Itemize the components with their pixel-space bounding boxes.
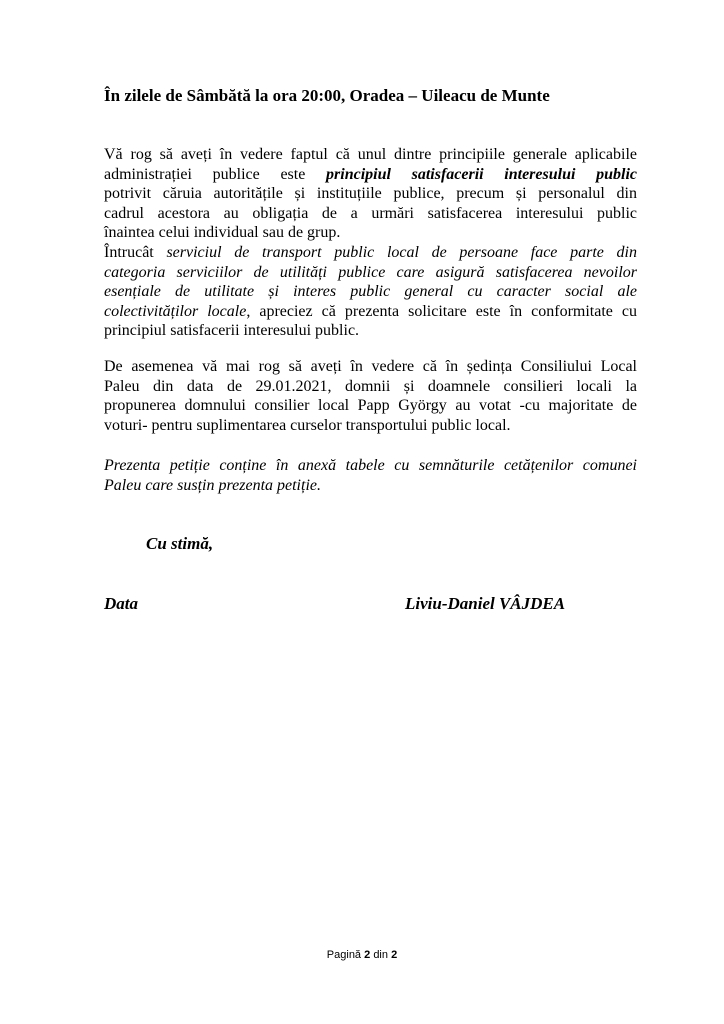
paragraph-council-meeting [104, 357, 637, 435]
footer-total-pages: 2 [391, 949, 398, 961]
p3-line-1: De asemenea vă mai rog să aveți în vedere că în ședința Consiliului Local [104, 358, 637, 375]
signer-name: Liviu-Daniel VÂJDEA [405, 594, 566, 613]
p4-line-1: Prezenta petiție conține în anexă tabele cu semnăturile cetățenilor comunei [104, 457, 637, 474]
footer-current-page: 2 [364, 949, 371, 961]
p2-line-2 [104, 263, 637, 283]
paragraph-transport-service [104, 243, 637, 341]
p2-line-4-rest: , apreciez că prezenta solicitare este în conformitate cu [246, 302, 638, 320]
schedule-heading: În zilele de Sâmbătă la ora 20:00, Oradea – Uileacu de Munte [104, 86, 550, 105]
p1-line-2 [104, 165, 637, 185]
p4-line-2: Paleu care susțin prezenta petiție. [104, 476, 321, 494]
footer-page-word: Pagină [326, 949, 362, 961]
page-footer [0, 949, 724, 961]
p1-line-1: Vă rog să aveți în vedere faptul că unul dintre principiile generale aplicabile [104, 146, 637, 163]
p1-line-2-start: administrației publice este [104, 165, 327, 183]
p3-line-3: propunerea domnului consilier local Papp György au votat -cu majoritate de [104, 397, 637, 414]
principle-emphasis: principiul satisfacerii interesului public [326, 165, 637, 183]
paragraph-annex-note [104, 456, 637, 495]
p2-line-1-start: Întrucât [104, 244, 167, 261]
p3-line-2: Paleu din data de 29.01.2021, domnii și doamnele consilieri locali la [104, 377, 637, 395]
closing-salutation: Cu stimă, [146, 534, 214, 553]
p2-line-3-italic: esențiale de utilitate și interes public general cu caracter social ale [104, 283, 637, 300]
date-label: Data [104, 594, 138, 613]
p2-line-4-italic: colectivităților locale [104, 302, 247, 320]
p2-line-4 [104, 302, 637, 322]
p1-line-5: înaintea celui individual sau de grup. [104, 224, 341, 241]
paragraph-public-interest [104, 145, 637, 243]
p3-line-4: voturi- pentru suplimentarea curselor transportului public local. [104, 416, 511, 434]
p1-line-3: potrivit căruia autoritățile și instituțiile publice, precum și personalul din [104, 185, 637, 202]
footer-of-word: din [373, 949, 388, 961]
p2-line-5: principiul satisfacerii interesului public. [104, 322, 360, 339]
p2-line-3 [104, 282, 637, 302]
p2-line-1 [104, 243, 637, 263]
p2-line-1-italic: serviciul de transport public local de persoane face parte din [166, 244, 637, 261]
p2-line-2-italic: categoria serviciilor de utilități publice care asigură satisfacerea nevoilor [104, 263, 637, 281]
p1-line-4: cadrul acestora au obligația de a urmări satisfacerea interesului public [104, 204, 637, 222]
